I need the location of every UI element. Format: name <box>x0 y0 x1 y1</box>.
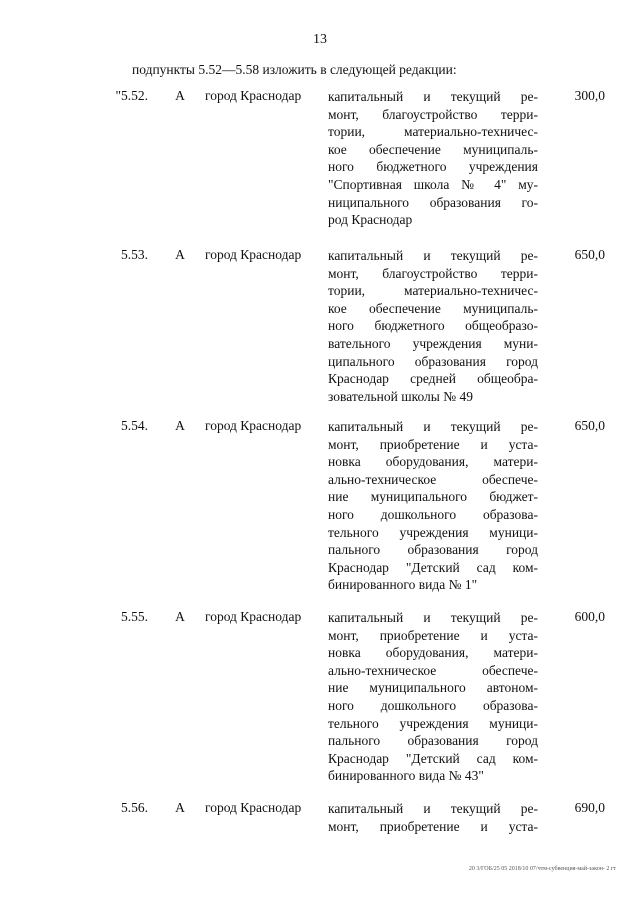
description-line: монт, приобретение и уста- <box>328 436 538 452</box>
description-line: капитальный и текущий ре- <box>328 801 538 816</box>
intro-text: подпункты 5.52—5.58 изложить в следующей редакции: <box>132 62 457 77</box>
description-line: тельного учреждения муници- <box>328 715 538 731</box>
item-place: город Краснодар <box>205 418 302 433</box>
item-place: город Краснодар <box>205 247 302 262</box>
item-description <box>328 418 538 594</box>
description-line: род Краснодар <box>328 212 413 228</box>
description-line: бинированного вида № 1" <box>328 577 478 593</box>
description-line: тории, материально-техничес- <box>328 124 538 140</box>
item-amount: 650,0 <box>574 247 605 262</box>
description-line: капитальный и текущий ре- <box>328 610 538 625</box>
item-amount: 300,0 <box>574 88 605 103</box>
item-description <box>328 247 538 405</box>
item-amount: 600,0 <box>574 609 605 624</box>
description-line: бинированного вида № 43" <box>328 768 484 784</box>
description-line: тории, материально-техничес- <box>328 283 538 299</box>
description-line: монт, благоустройство терри- <box>328 106 538 122</box>
description-line: Краснодар "Детский сад ком- <box>328 750 538 766</box>
item-category: А <box>175 800 185 815</box>
description-line: кое обеспечение муниципаль- <box>328 300 538 316</box>
description-line: ного бюджетного учреждения <box>328 159 538 175</box>
description-line: новка оборудования, матери- <box>328 454 538 470</box>
description-line: монт, благоустройство терри- <box>328 265 538 281</box>
description-line: ние муниципального бюджет- <box>328 489 538 505</box>
description-line: зовательной школы № 49 <box>328 388 473 404</box>
item-place: город Краснодар <box>205 609 302 624</box>
description-line: Краснодар "Детский сад ком- <box>328 559 538 575</box>
item-category: А <box>175 418 185 433</box>
item-number: 5.53. <box>121 247 148 262</box>
description-line: пального образования город <box>328 733 538 749</box>
page-number: 13 <box>313 32 327 47</box>
description-line: пального образования город <box>328 542 538 558</box>
item-description <box>328 88 538 229</box>
item-amount: 650,0 <box>574 418 605 433</box>
description-line: тельного учреждения муници- <box>328 524 538 540</box>
item-place: город Краснодар <box>205 88 302 103</box>
description-line: ципального образования город <box>328 353 538 369</box>
description-line: новка оборудования, матери- <box>328 645 538 661</box>
description-line: ально-техническое обеспече- <box>328 471 538 487</box>
item-place: город Краснодар <box>205 800 302 815</box>
footer-code: 20 3/ГОБ/25 05 2018/10 07/чтм-субвенция-май-закон- 2 гт <box>468 866 616 872</box>
item-number: 5.55. <box>121 609 148 624</box>
description-line: ного дошкольного образова- <box>328 506 538 522</box>
item-category: А <box>175 247 185 262</box>
description-line: капитальный и текущий ре- <box>328 248 538 263</box>
description-line: ниципального образования го- <box>328 194 538 210</box>
item-number: 5.54. <box>121 418 148 433</box>
description-line: монт, приобретение и уста- <box>328 627 538 643</box>
item-description <box>328 609 538 785</box>
item-description <box>328 800 538 835</box>
item-number: 5.56. <box>121 800 148 815</box>
description-line: ально-техническое обеспече- <box>328 662 538 678</box>
description-line: капитальный и текущий ре- <box>328 419 538 434</box>
description-line: ние муниципального автоном- <box>328 680 538 696</box>
description-line: вательного учреждения муни- <box>328 335 538 351</box>
item-number: "5.52. <box>115 88 148 103</box>
description-line: кое обеспечение муниципаль- <box>328 141 538 157</box>
description-line: ного дошкольного образова- <box>328 697 538 713</box>
item-category: А <box>175 88 185 103</box>
description-line: "Спортивная школа № 4" му- <box>328 176 538 192</box>
description-line: монт, приобретение и уста- <box>328 818 538 834</box>
description-line: капитальный и текущий ре- <box>328 89 538 104</box>
description-line: ного бюджетного общеобразо- <box>328 318 538 334</box>
item-category: А <box>175 609 185 624</box>
item-amount: 690,0 <box>574 800 605 815</box>
description-line: Краснодар средней общеобра- <box>328 371 538 387</box>
